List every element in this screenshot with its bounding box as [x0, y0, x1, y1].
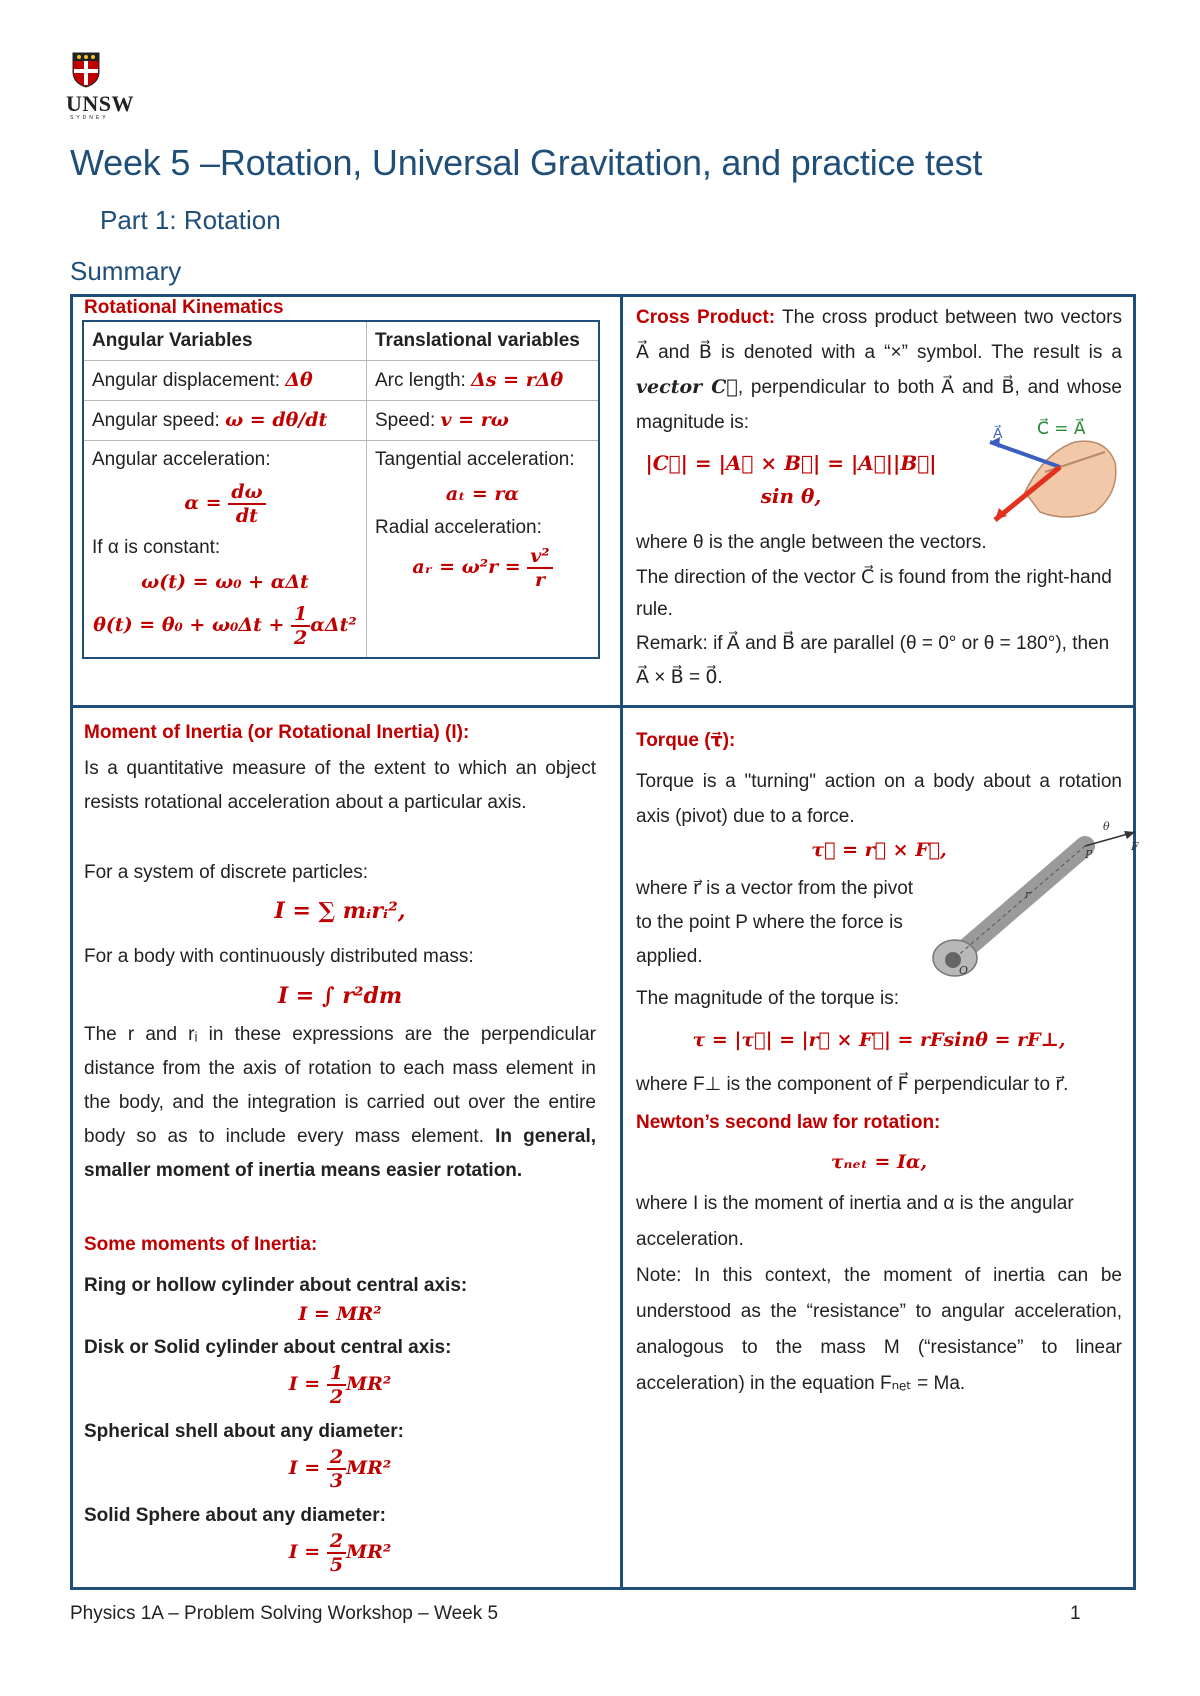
discrete-eq: I = ∑ mᵢrᵢ², — [274, 898, 406, 924]
ring-eq: I = MR² — [298, 1303, 382, 1325]
tangential-acceleration: Tangential acceleration: aₜ = rα Radial acceleration: aᵣ = ω²r = $\frac{\text{v²}}{r}$ — [367, 441, 600, 659]
speed: Speed: v = rω — [367, 401, 600, 441]
some-moments-heading: Some moments of Inertia: — [84, 1234, 318, 1255]
angular-acceleration: Angular acceleration: α = $\frac{d\omega}{dt}$ If α is constant: ω(t) = ω₀ + αΔt θ(t) = θ₀ + ω₀Δt + $\frac{1}{2}$ αΔt² — [83, 441, 367, 659]
torque-definition: Torque is a "turning" action on a body about a rotation axis (pivot) due to a force. — [636, 771, 1122, 827]
torque-perp-text: where F⊥ is the component of F⃗ perpendicular to r⃗. — [636, 1074, 1069, 1095]
row-divider — [70, 705, 1136, 708]
col-translational: Translational variables — [367, 321, 600, 361]
wrench-figure — [925, 808, 1140, 978]
continuous-text: For a body with continuously distributed mass: — [84, 946, 474, 967]
shell-label: Spherical shell about any diameter: — [84, 1421, 404, 1442]
torque-magnitude-text: The magnitude of the torque is: — [636, 988, 899, 1009]
page-number: 1 — [1070, 1603, 1081, 1624]
logo-word: UNSW — [66, 91, 135, 116]
angular-displacement: Angular displacement: Δθ — [83, 361, 367, 401]
disk-eq: I = $\frac{1}{2}$ MR² — [288, 1362, 392, 1408]
sphere-label: Solid Sphere about any diameter: — [84, 1505, 386, 1526]
crest-icon — [72, 52, 100, 88]
cross-where: where θ is the angle between the vectors. — [636, 532, 987, 553]
page-title: Week 5 –Rotation, Universal Gravitation, and practice test — [70, 142, 983, 183]
unsw-logo — [66, 52, 135, 121]
newton-rotation-heading: Newton’s second law for rotation: — [636, 1112, 941, 1133]
fig-r-label: r — [1025, 888, 1031, 901]
cross-product-text: Cross Product: The cross product between two vectors A⃗ and B⃗ is denoted with a “×” symbol. The result is a vector C⃗, perpendicular to both A⃗ and B⃗, and whose magnitude is: — [636, 307, 1122, 433]
kinematics-heading: Rotational Kinematics — [84, 297, 284, 318]
newton-rotation-desc: where I is the moment of inertia and α is the angular acceleration. — [636, 1193, 1074, 1250]
logo-sub: SYDNEY — [70, 115, 109, 121]
angular-speed: Angular speed: ω = dθ/dt — [83, 401, 367, 441]
discrete-text: For a system of discrete particles: — [84, 862, 369, 883]
inertia-definition: Is a quantitative measure of the extent to which an object resists rotational acceleration about a particular axis. — [84, 758, 596, 813]
fig-a-label: A⃗ — [993, 426, 1003, 442]
kinematics-table — [82, 320, 600, 659]
newton-rotation-eq: τₙₑₜ = Iα, — [830, 1151, 928, 1173]
torque-magnitude-eq: τ = |τ⃗| = |r⃗ × F⃗| = rFsinθ = rF⊥, — [692, 1029, 1066, 1051]
fig-o-label: O — [959, 964, 969, 977]
arc-length: Arc length: Δs = rΔθ — [367, 361, 600, 401]
ring-label: Ring or hollow cylinder about central axis: — [84, 1275, 468, 1296]
fig-f-label: F — [1131, 840, 1139, 853]
part-heading: Part 1: Rotation — [100, 205, 281, 235]
fig-theta-label: θ — [1103, 820, 1110, 833]
sphere-eq: I = $\frac{2}{5}$ MR² — [288, 1530, 392, 1576]
cross-remark: Remark: if A⃗ and B⃗ are parallel (θ = 0° or θ = 180°), then A⃗ × B⃗ = 0⃗. — [636, 633, 1110, 688]
torque-eq: τ⃗ = r⃗ × F⃗, — [811, 839, 947, 861]
inertia-explanation: The r and rᵢ in these expressions are the perpendicular distance from the axis of rotation to each mass element in the body, and the integration is carried out over the entire body so as to include every mass element. In general, smaller moment of inertia means easier rotation. — [84, 1024, 596, 1181]
fig-p-label: P — [1085, 848, 1093, 861]
inertia-note: Note: In this context, the moment of inertia can be understood as the “resistance” to angular acceleration, analogous to the mass M (“resistance” to linear acceleration) in the equation Fₙₑₜ = Ma. — [636, 1265, 1122, 1394]
continuous-eq: I = ∫ r²dm — [277, 983, 403, 1009]
footer-text: Physics 1A – Problem Solving Workshop – Week 5 — [70, 1603, 499, 1624]
inertia-heading: Moment of Inertia (or Rotational Inertia) (I): — [84, 722, 470, 743]
cross-magnitude-eq: |C⃗| = |A⃗ × B⃗| = |A⃗||B⃗| sin θ, — [645, 451, 937, 508]
right-hand-rule-figure — [985, 412, 1125, 524]
torque-r-desc: where r⃗ is a vector from the pivot to the point P where the force is applied. — [636, 878, 914, 967]
column-divider — [620, 294, 623, 1590]
cross-direction: The direction of the vector C⃗ is found from the right-hand rule. — [636, 567, 1112, 620]
torque-heading: Torque (τ⃗): — [636, 730, 736, 751]
col-angular: Angular Variables — [83, 321, 367, 361]
fig-c-label: C⃗ = A⃗ — [1037, 419, 1086, 439]
disk-label: Disk or Solid cylinder about central axis: — [84, 1337, 452, 1358]
summary-heading: Summary — [70, 256, 182, 286]
shell-eq: I = $\frac{2}{3}$ MR² — [288, 1446, 392, 1492]
